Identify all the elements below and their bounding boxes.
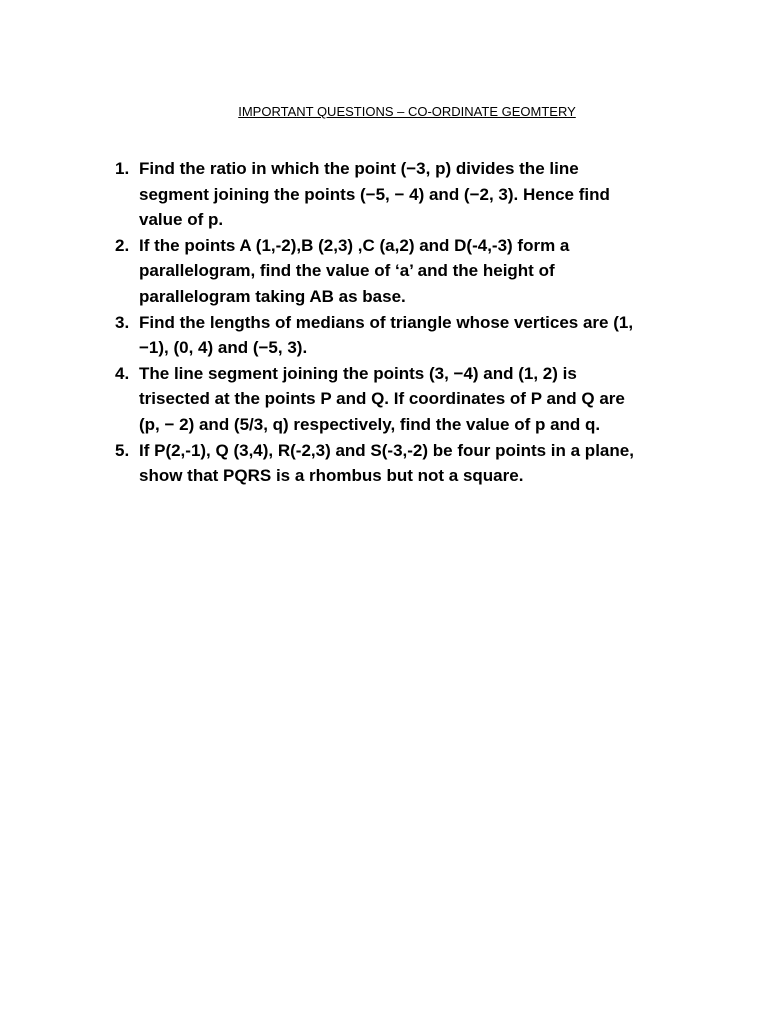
question-item xyxy=(108,310,680,361)
question-text-line: The line segment joining the points (3, −4) and (1, 2) is xyxy=(139,363,577,383)
question-item xyxy=(108,438,680,489)
question-item xyxy=(108,361,680,438)
question-text-line: If the points A (1,-2),B (2,3) ,C (a,2) and D(-4,-3) form a xyxy=(139,235,570,255)
question-list xyxy=(108,156,680,489)
question-text-line: Find the lengths of medians of triangle whose vertices are (1, xyxy=(139,312,634,332)
question-text-line: segment joining the points (−5, − 4) and (−2, 3). Hence find xyxy=(139,184,610,204)
question-item xyxy=(108,156,680,233)
question-text-line: (p, − 2) and (5/3, q) respectively, find the value of p and q. xyxy=(139,414,601,434)
question-item xyxy=(108,233,680,310)
question-number: 1. xyxy=(115,159,130,178)
question-number: 2. xyxy=(115,235,130,255)
document-title: IMPORTANT QUESTIONS – CO-ORDINATE GEOMTERY xyxy=(238,104,576,119)
question-text-line: Find the ratio in which the point (−3, p) divides the line xyxy=(139,159,579,178)
question-number: 3. xyxy=(115,312,130,332)
question-number: 5. xyxy=(115,440,130,460)
question-text-line: show that PQRS is a rhombus but not a square. xyxy=(139,466,524,486)
question-text-line: value of p. xyxy=(139,210,224,230)
question-text-line: parallelogram taking AB as base. xyxy=(139,286,406,306)
question-text-line: trisected at the points P and Q. If coordinates of P and Q are xyxy=(139,389,625,409)
question-number: 4. xyxy=(115,363,130,383)
question-text-line: −1), (0, 4) and (−5, 3). xyxy=(139,338,308,358)
question-text-line: If P(2,-1), Q (3,4), R(-2,3) and S(-3,-2) be four points in a plane, xyxy=(139,440,634,460)
question-text-line: parallelogram, find the value of ‘a’ and the height of xyxy=(139,261,555,281)
